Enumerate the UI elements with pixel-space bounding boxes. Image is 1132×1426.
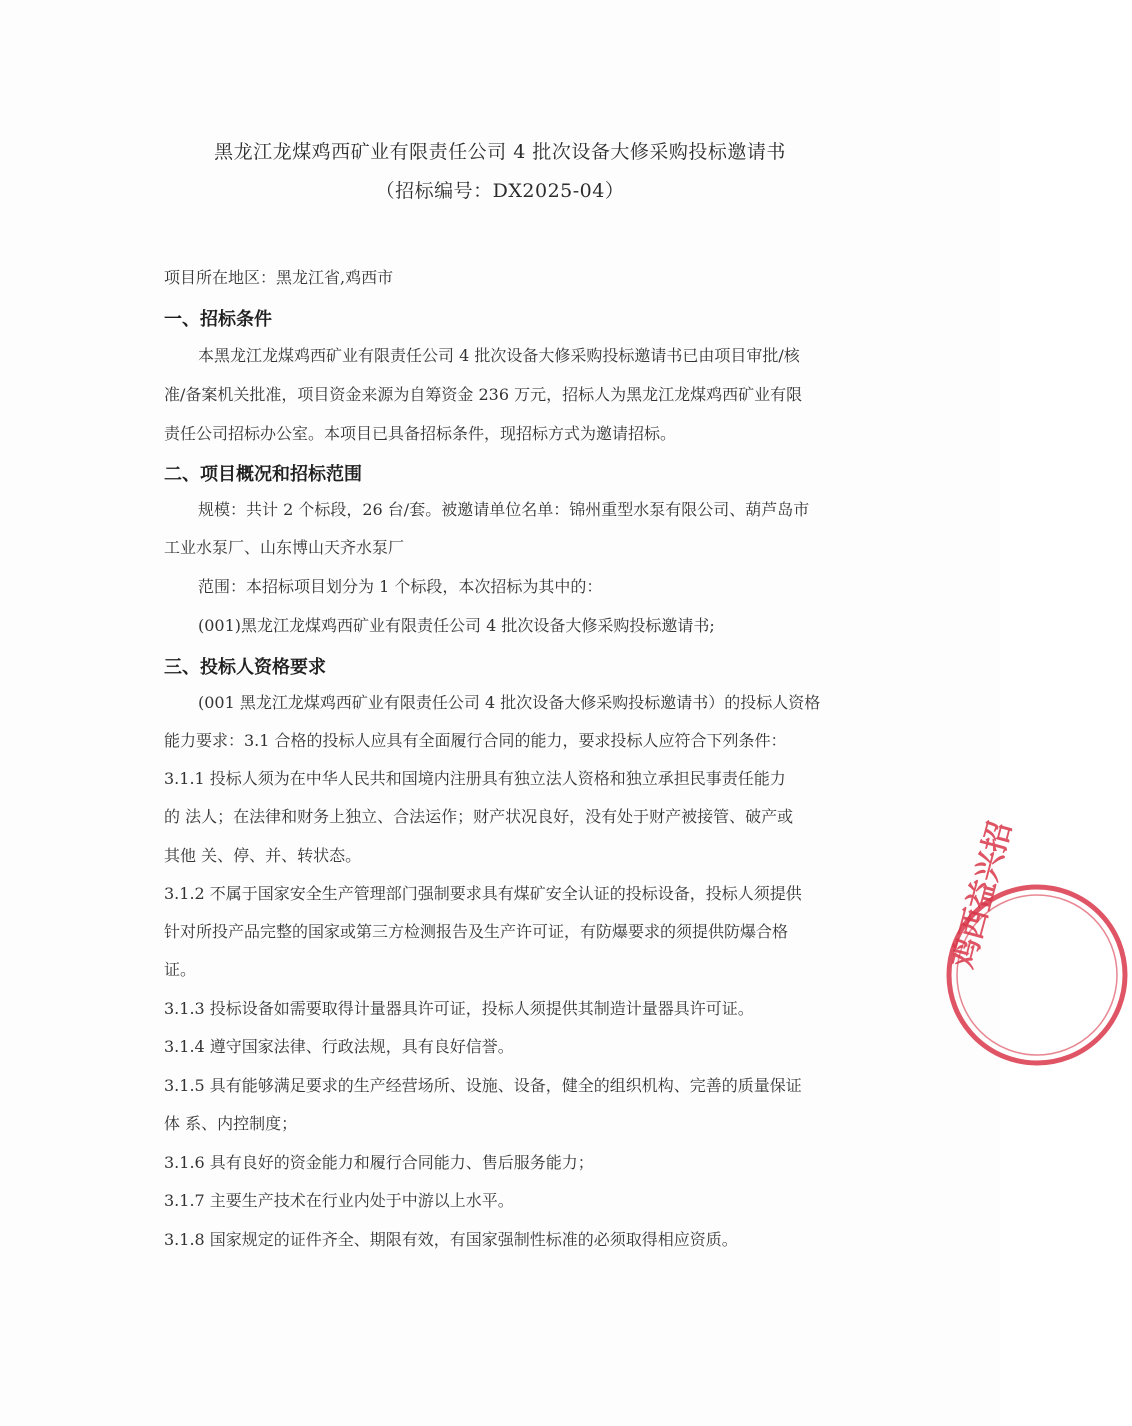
section-2-heading: 二、项目概况和招标范围 [164, 464, 362, 485]
paragraph-line: 针对所投产品完整的国家或第三方检测报告及生产许可证，有防爆要求的须提供防爆合格 [164, 922, 789, 941]
paragraph-line: 3.1.1 投标人须为在中华人民共和国境内注册具有独立法人资格和独立承担民事责任能力 [164, 769, 786, 788]
paragraph-line: 证。 [164, 960, 197, 979]
company-seal [942, 818, 1132, 1070]
project-location: 项目所在地区：黑龙江省,鸡西市 [164, 268, 394, 287]
paragraph-line: 3.1.7 主要生产技术在行业内处于中游以上水平。 [164, 1191, 514, 1210]
paragraph-line: 准/备案机关批准，项目资金来源为自筹资金 236 万元，招标人为黑龙江龙煤鸡西矿业有限 [164, 385, 803, 404]
paragraph-line: 规模：共计 2 个标段，26 台/套。被邀请单位名单：锦州重型水泵有限公司、葫芦岛市 [198, 500, 810, 519]
section-1-heading: 一、招标条件 [164, 309, 272, 330]
paragraph-line: 体 系、内控制度； [164, 1114, 298, 1133]
paragraph-line: 3.1.8 国家规定的证件齐全、期限有效，有国家强制性标准的必须取得相应资质。 [164, 1230, 738, 1249]
paragraph-line: 能力要求：3.1 合格的投标人应具有全面履行合同的能力，要求投标人应符合下列条件： [164, 731, 787, 750]
paragraph-line: (001 黑龙江龙煤鸡西矿业有限责任公司 4 批次设备大修采购投标邀请书）的投标人资格 [198, 693, 821, 712]
paragraph-line: 3.1.3 投标设备如需要取得计量器具许可证，投标人须提供其制造计量器具许可证。 [164, 999, 754, 1018]
paragraph-line: (001)黑龙江龙煤鸡西矿业有限责任公司 4 批次设备大修采购投标邀请书; [198, 616, 715, 635]
document-title: 黑龙江龙煤鸡西矿业有限责任公司 4 批次设备大修采购投标邀请书 [214, 141, 786, 163]
tender-number: （招标编号：DX2025-04） [375, 180, 625, 202]
paragraph-line: 工业水泵厂、山东博山天齐水泵厂 [164, 538, 405, 557]
paragraph-line: 3.1.2 不属于国家安全生产管理部门强制要求具有煤矿安全认证的投标设备，投标人须提供 [164, 884, 802, 903]
seal-text: 鸡西益兴招 [945, 818, 1019, 973]
paragraph-line: 范围：本招标项目划分为 1 个标段，本次招标为其中的： [198, 577, 603, 596]
paragraph-line: 的 法人；在法律和财务上独立、合法运作；财产状况良好，没有处于财产被接管、破产或 [164, 807, 794, 826]
paragraph-line: 其他 关、停、并、转状态。 [164, 846, 362, 865]
paragraph-line: 3.1.4 遵守国家法律、行政法规，具有良好信誉。 [164, 1037, 514, 1056]
paragraph-line: 责任公司招标办公室。本项目已具备招标条件，现招标方式为邀请招标。 [164, 424, 677, 443]
paragraph-line: 本黑龙江龙煤鸡西矿业有限责任公司 4 批次设备大修采购投标邀请书已由项目审批/核 [198, 346, 800, 365]
paragraph-line: 3.1.5 具有能够满足要求的生产经营场所、设施、设备，健全的组织机构、完善的质量保证 [164, 1076, 802, 1095]
section-3-heading: 三、投标人资格要求 [164, 657, 326, 678]
paragraph-line: 3.1.6 具有良好的资金能力和履行合同能力、售后服务能力； [164, 1153, 594, 1172]
